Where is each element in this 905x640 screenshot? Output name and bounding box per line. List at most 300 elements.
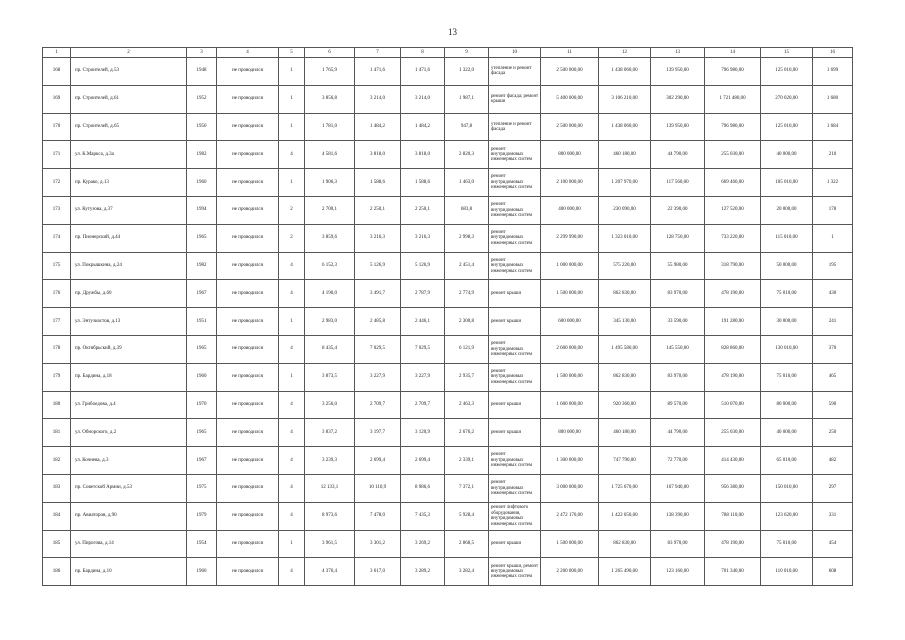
living-area-cell: 3 214,0	[355, 85, 401, 113]
regional-cost-cell: 167 940,00	[651, 474, 705, 502]
total-cost-cell: 2 100 000,00	[541, 169, 599, 197]
residents-cell: 1 684	[813, 113, 853, 141]
total-area-cell: 3 239,3	[305, 447, 355, 475]
owner-cost-cell: 65 010,00	[761, 447, 813, 475]
header-cell: 14	[705, 48, 761, 58]
living-area-cell: 3 301,2	[355, 530, 401, 558]
year-built-cell: 1994	[187, 196, 217, 224]
residential-area-cell: 7 435,3	[401, 502, 445, 530]
header-cell: 4	[217, 48, 279, 58]
fund-cost-cell: 230 090,00	[599, 196, 651, 224]
year-built-cell: 1965	[187, 224, 217, 252]
work-type-cell: ремонт внутридомовых инженерных систем	[489, 224, 541, 252]
table-row	[43, 252, 853, 280]
regional-cost-cell: 22 390,00	[651, 196, 705, 224]
fund-cost-cell: 1 725 670,00	[599, 474, 651, 502]
address-cell: ул. Покрышкина, д.24	[71, 252, 187, 280]
municipal-cost-cell: 828 860,00	[705, 335, 761, 363]
residents-cell: 1 680	[813, 85, 853, 113]
living-area-cell: 10 110,9	[355, 474, 401, 502]
series-cell: 4	[279, 474, 305, 502]
living-area-cell: 3 227,9	[355, 363, 401, 391]
last-repair-cell: не проводился	[217, 169, 279, 197]
owner-cost-cell: 125 010,00	[761, 113, 813, 141]
residential-area-cell: 1 484,2	[401, 113, 445, 141]
address-cell: пр. Строителей, д.65	[71, 113, 187, 141]
regional-cost-cell: 128 750,00	[651, 224, 705, 252]
living-area-cell: 5 126,9	[355, 252, 401, 280]
work-type-cell: ремонт крыши	[489, 308, 541, 336]
residential-area-cell: 3 269,2	[401, 530, 445, 558]
owned-area-cell: 6 121,9	[445, 335, 489, 363]
fund-cost-cell: 1 323 010,00	[599, 224, 651, 252]
row-number-cell: 179	[43, 363, 71, 391]
header-cell: 9	[445, 48, 489, 58]
owner-cost-cell: 75 010,00	[761, 280, 813, 308]
total-cost-cell: 2 299 990,00	[541, 224, 599, 252]
address-cell: пр. Авиаторов, д.90	[71, 502, 187, 530]
total-cost-cell: 2 600 000,00	[541, 335, 599, 363]
row-number-cell: 174	[43, 224, 71, 252]
header-cell: 5	[279, 48, 305, 58]
table-row	[43, 530, 853, 558]
living-area-cell: 2 709,7	[355, 391, 401, 419]
address-cell: пр. Курако, д.13	[71, 169, 187, 197]
series-cell: 1	[279, 530, 305, 558]
residents-cell: 178	[813, 196, 853, 224]
year-built-cell: 1960	[187, 169, 217, 197]
row-number-cell: 173	[43, 196, 71, 224]
regional-cost-cell: 145 550,00	[651, 335, 705, 363]
table-row	[43, 58, 853, 86]
row-number-cell: 185	[43, 530, 71, 558]
header-cell: 8	[401, 48, 445, 58]
year-built-cell: 1982	[187, 141, 217, 169]
regional-cost-cell: 83 970,00	[651, 363, 705, 391]
residents-cell: 1 322	[813, 169, 853, 197]
regional-cost-cell: 44 790,00	[651, 141, 705, 169]
header-cell: 15	[761, 48, 813, 58]
owner-cost-cell: 130 010,00	[761, 335, 813, 363]
municipal-cost-cell: 478 190,00	[705, 530, 761, 558]
living-area-cell: 3 617,0	[355, 558, 401, 586]
series-cell: 4	[279, 558, 305, 586]
residential-area-cell: 3 120,9	[401, 419, 445, 447]
table-row	[43, 85, 853, 113]
fund-cost-cell: 1 422 050,00	[599, 502, 651, 530]
total-cost-cell: 5 400 000,00	[541, 85, 599, 113]
total-cost-cell: 1 500 000,00	[541, 530, 599, 558]
owner-cost-cell: 270 020,00	[761, 85, 813, 113]
year-built-cell: 1967	[187, 447, 217, 475]
table-row	[43, 169, 853, 197]
year-built-cell: 1960	[187, 363, 217, 391]
municipal-cost-cell: 956 380,00	[705, 474, 761, 502]
living-area-cell: 2 250,1	[355, 196, 401, 224]
total-area-cell: 8 973,6	[305, 502, 355, 530]
municipal-cost-cell: 733 220,00	[705, 224, 761, 252]
series-cell: 4	[279, 252, 305, 280]
row-number-cell: 171	[43, 141, 71, 169]
regional-cost-cell: 83 970,00	[651, 280, 705, 308]
residential-area-cell: 3 214,0	[401, 85, 445, 113]
residents-cell: 454	[813, 530, 853, 558]
total-area-cell: 2 700,1	[305, 196, 355, 224]
row-number-cell: 175	[43, 252, 71, 280]
header-cell: 1	[43, 48, 71, 58]
residential-area-cell: 2 446,1	[401, 308, 445, 336]
last-repair-cell: не проводился	[217, 196, 279, 224]
series-cell: 1	[279, 308, 305, 336]
living-area-cell: 3 818,0	[355, 141, 401, 169]
total-cost-cell: 1 300 000,00	[541, 447, 599, 475]
address-cell: пр. Пионерский, д.44	[71, 224, 187, 252]
residents-cell: 370	[813, 335, 853, 363]
row-number-cell: 170	[43, 113, 71, 141]
header-cell: 13	[651, 48, 705, 58]
living-area-cell: 1 484,2	[355, 113, 401, 141]
year-built-cell: 1950	[187, 113, 217, 141]
owned-area-cell: 2 451,4	[445, 252, 489, 280]
last-repair-cell: не проводился	[217, 141, 279, 169]
total-cost-cell: 400 000,00	[541, 196, 599, 224]
total-cost-cell: 2 500 000,00	[541, 113, 599, 141]
series-cell: 4	[279, 447, 305, 475]
total-cost-cell: 800 000,00	[541, 141, 599, 169]
residents-cell: 195	[813, 252, 853, 280]
table-row	[43, 419, 853, 447]
series-cell: 2	[279, 196, 305, 224]
work-type-cell: ремонт внутридомовых инженерных систем	[489, 252, 541, 280]
total-cost-cell: 1 500 000,00	[541, 280, 599, 308]
year-built-cell: 1960	[187, 558, 217, 586]
owned-area-cell: 2 339,1	[445, 447, 489, 475]
living-area-cell: 7 029,5	[355, 335, 401, 363]
year-built-cell: 1975	[187, 474, 217, 502]
total-cost-cell: 2 500 000,00	[541, 58, 599, 86]
last-repair-cell: не проводился	[217, 335, 279, 363]
residential-area-cell: 2 699,4	[401, 447, 445, 475]
total-area-cell: 3 961,5	[305, 530, 355, 558]
address-cell: ул. Энтузиастов, д.13	[71, 308, 187, 336]
fund-cost-cell: 920 360,00	[599, 391, 651, 419]
last-repair-cell: не проводился	[217, 85, 279, 113]
series-cell: 1	[279, 363, 305, 391]
work-type-cell: ремонт крыши	[489, 280, 541, 308]
table-row	[43, 196, 853, 224]
series-cell: 1	[279, 58, 305, 86]
address-cell: ул. Пирогова, д.14	[71, 530, 187, 558]
owner-cost-cell: 40 000,00	[761, 419, 813, 447]
municipal-cost-cell: 414 430,00	[705, 447, 761, 475]
owner-cost-cell: 40 000,00	[761, 141, 813, 169]
fund-cost-cell: 345 130,00	[599, 308, 651, 336]
work-type-cell: утепление и ремонт фасада	[489, 58, 541, 86]
regional-cost-cell: 139 950,00	[651, 113, 705, 141]
header-cell: 12	[599, 48, 651, 58]
owned-area-cell: 2 774,9	[445, 280, 489, 308]
municipal-cost-cell: 1 721 480,00	[705, 85, 761, 113]
residential-area-cell: 2 709,7	[401, 391, 445, 419]
regional-cost-cell: 117 560,00	[651, 169, 705, 197]
owner-cost-cell: 75 010,00	[761, 530, 813, 558]
work-type-cell: ремонт крыши	[489, 419, 541, 447]
living-area-cell: 2 699,4	[355, 447, 401, 475]
residential-area-cell: 1 588,6	[401, 169, 445, 197]
work-type-cell: утепление и ремонт фасада	[489, 113, 541, 141]
header-cell: 3	[187, 48, 217, 58]
total-area-cell: 12 133,1	[305, 474, 355, 502]
owned-area-cell: 2 935,7	[445, 363, 489, 391]
residential-area-cell: 1 471,6	[401, 58, 445, 86]
residential-area-cell: 3 818,0	[401, 141, 445, 169]
municipal-cost-cell: 701 340,00	[705, 558, 761, 586]
housing-repair-table	[42, 47, 853, 586]
header-cell: 2	[71, 48, 187, 58]
fund-cost-cell: 862 830,00	[599, 530, 651, 558]
owned-area-cell: 5 928,4	[445, 502, 489, 530]
series-cell: 2	[279, 224, 305, 252]
address-cell: пр. Строителей, д.61	[71, 85, 187, 113]
last-repair-cell: не проводился	[217, 502, 279, 530]
total-area-cell: 1 765,9	[305, 58, 355, 86]
row-number-cell: 182	[43, 447, 71, 475]
owner-cost-cell: 30 000,00	[761, 308, 813, 336]
residential-area-cell: 5 126,9	[401, 252, 445, 280]
living-area-cell: 1 588,6	[355, 169, 401, 197]
work-type-cell: ремонт внутридомовых инженерных систем	[489, 474, 541, 502]
page-number: 13	[448, 27, 457, 37]
total-area-cell: 3 256,0	[305, 391, 355, 419]
work-type-cell: ремонт внутридомовых инженерных систем	[489, 196, 541, 224]
total-cost-cell: 2 200 000,00	[541, 558, 599, 586]
total-area-cell: 4 581,6	[305, 141, 355, 169]
row-number-cell: 183	[43, 474, 71, 502]
owned-area-cell: 1 987,1	[445, 85, 489, 113]
row-number-cell: 180	[43, 391, 71, 419]
residents-cell: 430	[813, 280, 853, 308]
table-row	[43, 113, 853, 141]
work-type-cell: ремонт лифтового оборудования, внутридомовых инженерных систем	[489, 502, 541, 530]
last-repair-cell: не проводился	[217, 58, 279, 86]
residents-cell: 250	[813, 419, 853, 447]
municipal-cost-cell: 255 030,00	[705, 141, 761, 169]
series-cell: 4	[279, 335, 305, 363]
row-number-cell: 181	[43, 419, 71, 447]
work-type-cell: ремонт внутридомовых инженерных систем	[489, 363, 541, 391]
total-area-cell: 1 906,3	[305, 169, 355, 197]
living-area-cell: 7 478,0	[355, 502, 401, 530]
row-number-cell: 172	[43, 169, 71, 197]
row-number-cell: 186	[43, 558, 71, 586]
owned-area-cell: 2 998,3	[445, 224, 489, 252]
total-cost-cell: 3 000 000,00	[541, 474, 599, 502]
table-row	[43, 474, 853, 502]
residents-cell: 241	[813, 308, 853, 336]
municipal-cost-cell: 510 070,00	[705, 391, 761, 419]
header-cell: 11	[541, 48, 599, 58]
residential-area-cell: 3 216,3	[401, 224, 445, 252]
table-header-row	[43, 48, 853, 58]
fund-cost-cell: 862 830,00	[599, 363, 651, 391]
work-type-cell: ремонт внутридомовых инженерных систем	[489, 169, 541, 197]
last-repair-cell: не проводился	[217, 530, 279, 558]
regional-cost-cell: 33 590,00	[651, 308, 705, 336]
fund-cost-cell: 862 830,00	[599, 280, 651, 308]
address-cell: пр. Октябрьский, д.39	[71, 335, 187, 363]
address-cell: пр. Советской Армии, д.53	[71, 474, 187, 502]
total-area-cell: 3 859,6	[305, 224, 355, 252]
total-area-cell: 3 856,8	[305, 85, 355, 113]
row-number-cell: 177	[43, 308, 71, 336]
total-area-cell: 2 983,0	[305, 308, 355, 336]
header-cell: 6	[305, 48, 355, 58]
owned-area-cell: 1 322,0	[445, 58, 489, 86]
address-cell: пр. Бардина, д.18	[71, 363, 187, 391]
table-row	[43, 141, 853, 169]
row-number-cell: 168	[43, 58, 71, 86]
owned-area-cell: 1 463,0	[445, 169, 489, 197]
municipal-cost-cell: 669 460,00	[705, 169, 761, 197]
living-area-cell: 2 485,8	[355, 308, 401, 336]
fund-cost-cell: 1 207 970,00	[599, 169, 651, 197]
series-cell: 4	[279, 280, 305, 308]
regional-cost-cell: 44 790,00	[651, 419, 705, 447]
table-row	[43, 447, 853, 475]
row-number-cell: 184	[43, 502, 71, 530]
owned-area-cell: 2 300,8	[445, 308, 489, 336]
regional-cost-cell: 138 390,00	[651, 502, 705, 530]
work-type-cell: ремонт крыши	[489, 391, 541, 419]
table-row	[43, 391, 853, 419]
regional-cost-cell: 123 160,00	[651, 558, 705, 586]
last-repair-cell: не проводился	[217, 474, 279, 502]
residential-area-cell: 2 787,9	[401, 280, 445, 308]
year-built-cell: 1970	[187, 391, 217, 419]
address-cell: ул. Кочнева, д.3	[71, 447, 187, 475]
work-type-cell: ремонт внутридомовых инженерных систем	[489, 335, 541, 363]
address-cell: пр. Дружбы, д.60	[71, 280, 187, 308]
year-built-cell: 1952	[187, 85, 217, 113]
row-number-cell: 176	[43, 280, 71, 308]
living-area-cell: 3 197,7	[355, 419, 401, 447]
fund-cost-cell: 460 180,00	[599, 141, 651, 169]
series-cell: 4	[279, 391, 305, 419]
address-cell: ул. Грибоедова, д.4	[71, 391, 187, 419]
work-type-cell: ремонт крыши	[489, 530, 541, 558]
owned-area-cell: 2 868,5	[445, 530, 489, 558]
address-cell: пр. Строителей, д.53	[71, 58, 187, 86]
header-cell: 10	[489, 48, 541, 58]
regional-cost-cell: 139 950,00	[651, 58, 705, 86]
fund-cost-cell: 3 106 210,00	[599, 85, 651, 113]
address-cell: ул. Обнорского, д.2	[71, 419, 187, 447]
owner-cost-cell: 115 010,00	[761, 224, 813, 252]
year-built-cell: 1948	[187, 58, 217, 86]
total-cost-cell: 1 000 000,00	[541, 252, 599, 280]
municipal-cost-cell: 796 980,00	[705, 113, 761, 141]
last-repair-cell: не проводился	[217, 224, 279, 252]
fund-cost-cell: 1 438 060,00	[599, 58, 651, 86]
owner-cost-cell: 150 010,00	[761, 474, 813, 502]
municipal-cost-cell: 796 980,00	[705, 58, 761, 86]
total-area-cell: 1 781,0	[305, 113, 355, 141]
total-area-cell: 6 152,3	[305, 252, 355, 280]
residents-cell: 331	[813, 502, 853, 530]
owner-cost-cell: 80 000,00	[761, 391, 813, 419]
last-repair-cell: не проводился	[217, 419, 279, 447]
residents-cell: 590	[813, 391, 853, 419]
residents-cell: 297	[813, 474, 853, 502]
total-cost-cell: 800 000,00	[541, 419, 599, 447]
total-area-cell: 4 376,4	[305, 558, 355, 586]
table-row	[43, 502, 853, 530]
total-area-cell: 4 190,0	[305, 280, 355, 308]
owned-area-cell: 3 282,4	[445, 558, 489, 586]
table-row	[43, 335, 853, 363]
residential-area-cell: 3 289,2	[401, 558, 445, 586]
table-row	[43, 224, 853, 252]
regional-cost-cell: 72 770,00	[651, 447, 705, 475]
year-built-cell: 1954	[187, 530, 217, 558]
total-area-cell: 3 837,2	[305, 419, 355, 447]
total-cost-cell: 1 600 000,00	[541, 391, 599, 419]
last-repair-cell: не проводился	[217, 113, 279, 141]
owned-area-cell: 947,8	[445, 113, 489, 141]
living-area-cell: 3 216,3	[355, 224, 401, 252]
header-cell: 7	[355, 48, 401, 58]
municipal-cost-cell: 191 280,00	[705, 308, 761, 336]
year-built-cell: 1982	[187, 252, 217, 280]
year-built-cell: 1965	[187, 335, 217, 363]
total-area-cell: 8 435,4	[305, 335, 355, 363]
series-cell: 4	[279, 141, 305, 169]
regional-cost-cell: 83 970,00	[651, 530, 705, 558]
regional-cost-cell: 55 980,00	[651, 252, 705, 280]
residents-cell: 1 699	[813, 58, 853, 86]
regional-cost-cell: 89 570,00	[651, 391, 705, 419]
work-type-cell: ремонт внутридомовых инженерных систем	[489, 141, 541, 169]
last-repair-cell: не проводился	[217, 447, 279, 475]
owned-area-cell: 7 372,1	[445, 474, 489, 502]
table-body	[43, 48, 853, 586]
owned-area-cell: 2 676,2	[445, 419, 489, 447]
series-cell: 4	[279, 419, 305, 447]
fund-cost-cell: 1 265 490,00	[599, 558, 651, 586]
fund-cost-cell: 747 790,00	[599, 447, 651, 475]
last-repair-cell: не проводился	[217, 252, 279, 280]
series-cell: 1	[279, 169, 305, 197]
year-built-cell: 1951	[187, 308, 217, 336]
work-type-cell: ремонт фасада; ремонт крыши	[489, 85, 541, 113]
work-type-cell: ремонт внутридомовых инженерных систем	[489, 447, 541, 475]
fund-cost-cell: 1 438 060,00	[599, 113, 651, 141]
last-repair-cell: не проводился	[217, 363, 279, 391]
row-number-cell: 178	[43, 335, 71, 363]
address-cell: пр. Бардина, д.10	[71, 558, 187, 586]
owned-area-cell: 2 820,3	[445, 141, 489, 169]
living-area-cell: 3 491,7	[355, 280, 401, 308]
table-row	[43, 363, 853, 391]
table-row	[43, 558, 853, 586]
owned-area-cell: 683,8	[445, 196, 489, 224]
owner-cost-cell: 20 000,00	[761, 196, 813, 224]
municipal-cost-cell: 255 030,00	[705, 419, 761, 447]
residential-area-cell: 8 986,6	[401, 474, 445, 502]
address-cell: ул. Кутузова, д.37	[71, 196, 187, 224]
living-area-cell: 1 471,6	[355, 58, 401, 86]
series-cell: 1	[279, 113, 305, 141]
